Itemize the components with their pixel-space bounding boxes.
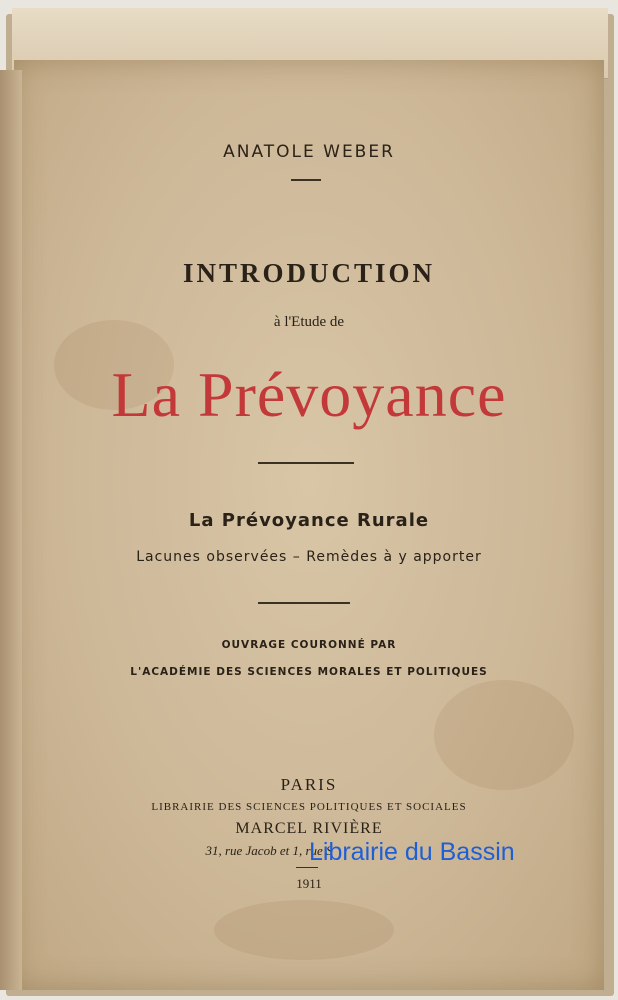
publication-year: 1911 bbox=[296, 876, 322, 891]
publisher-city: PARIS bbox=[280, 775, 338, 794]
award-line-2: L'ACADÉMIE DES SCIENCES MORALES ET POLITIQUES bbox=[130, 666, 488, 678]
divider-rule bbox=[296, 867, 318, 868]
publisher-address: 31, rue Jacob et 1, rue S bbox=[205, 843, 333, 858]
divider-rule bbox=[291, 179, 321, 181]
award-line-1: OUVRAGE COURONNÉ PAR bbox=[221, 639, 397, 651]
publisher-line: LIBRAIRIE DES SCIENCES POLITIQUES ET SOCIALES bbox=[151, 801, 467, 813]
sub-heading: à l'Etude de bbox=[273, 314, 345, 330]
publisher-name: MARCEL RIVIÈRE bbox=[235, 820, 383, 837]
divider-rule bbox=[258, 462, 354, 464]
author-name: ANATOLE WEBER bbox=[223, 142, 395, 162]
seller-watermark: Librairie du Bassin bbox=[309, 838, 515, 866]
heading: INTRODUCTION bbox=[182, 258, 436, 288]
divider-rule bbox=[258, 602, 350, 604]
subtitle: La Prévoyance Rurale bbox=[188, 510, 430, 531]
tagline: Lacunes observées – Remèdes à y apporter bbox=[136, 549, 482, 565]
book-title: La Prévoyance bbox=[111, 359, 507, 430]
